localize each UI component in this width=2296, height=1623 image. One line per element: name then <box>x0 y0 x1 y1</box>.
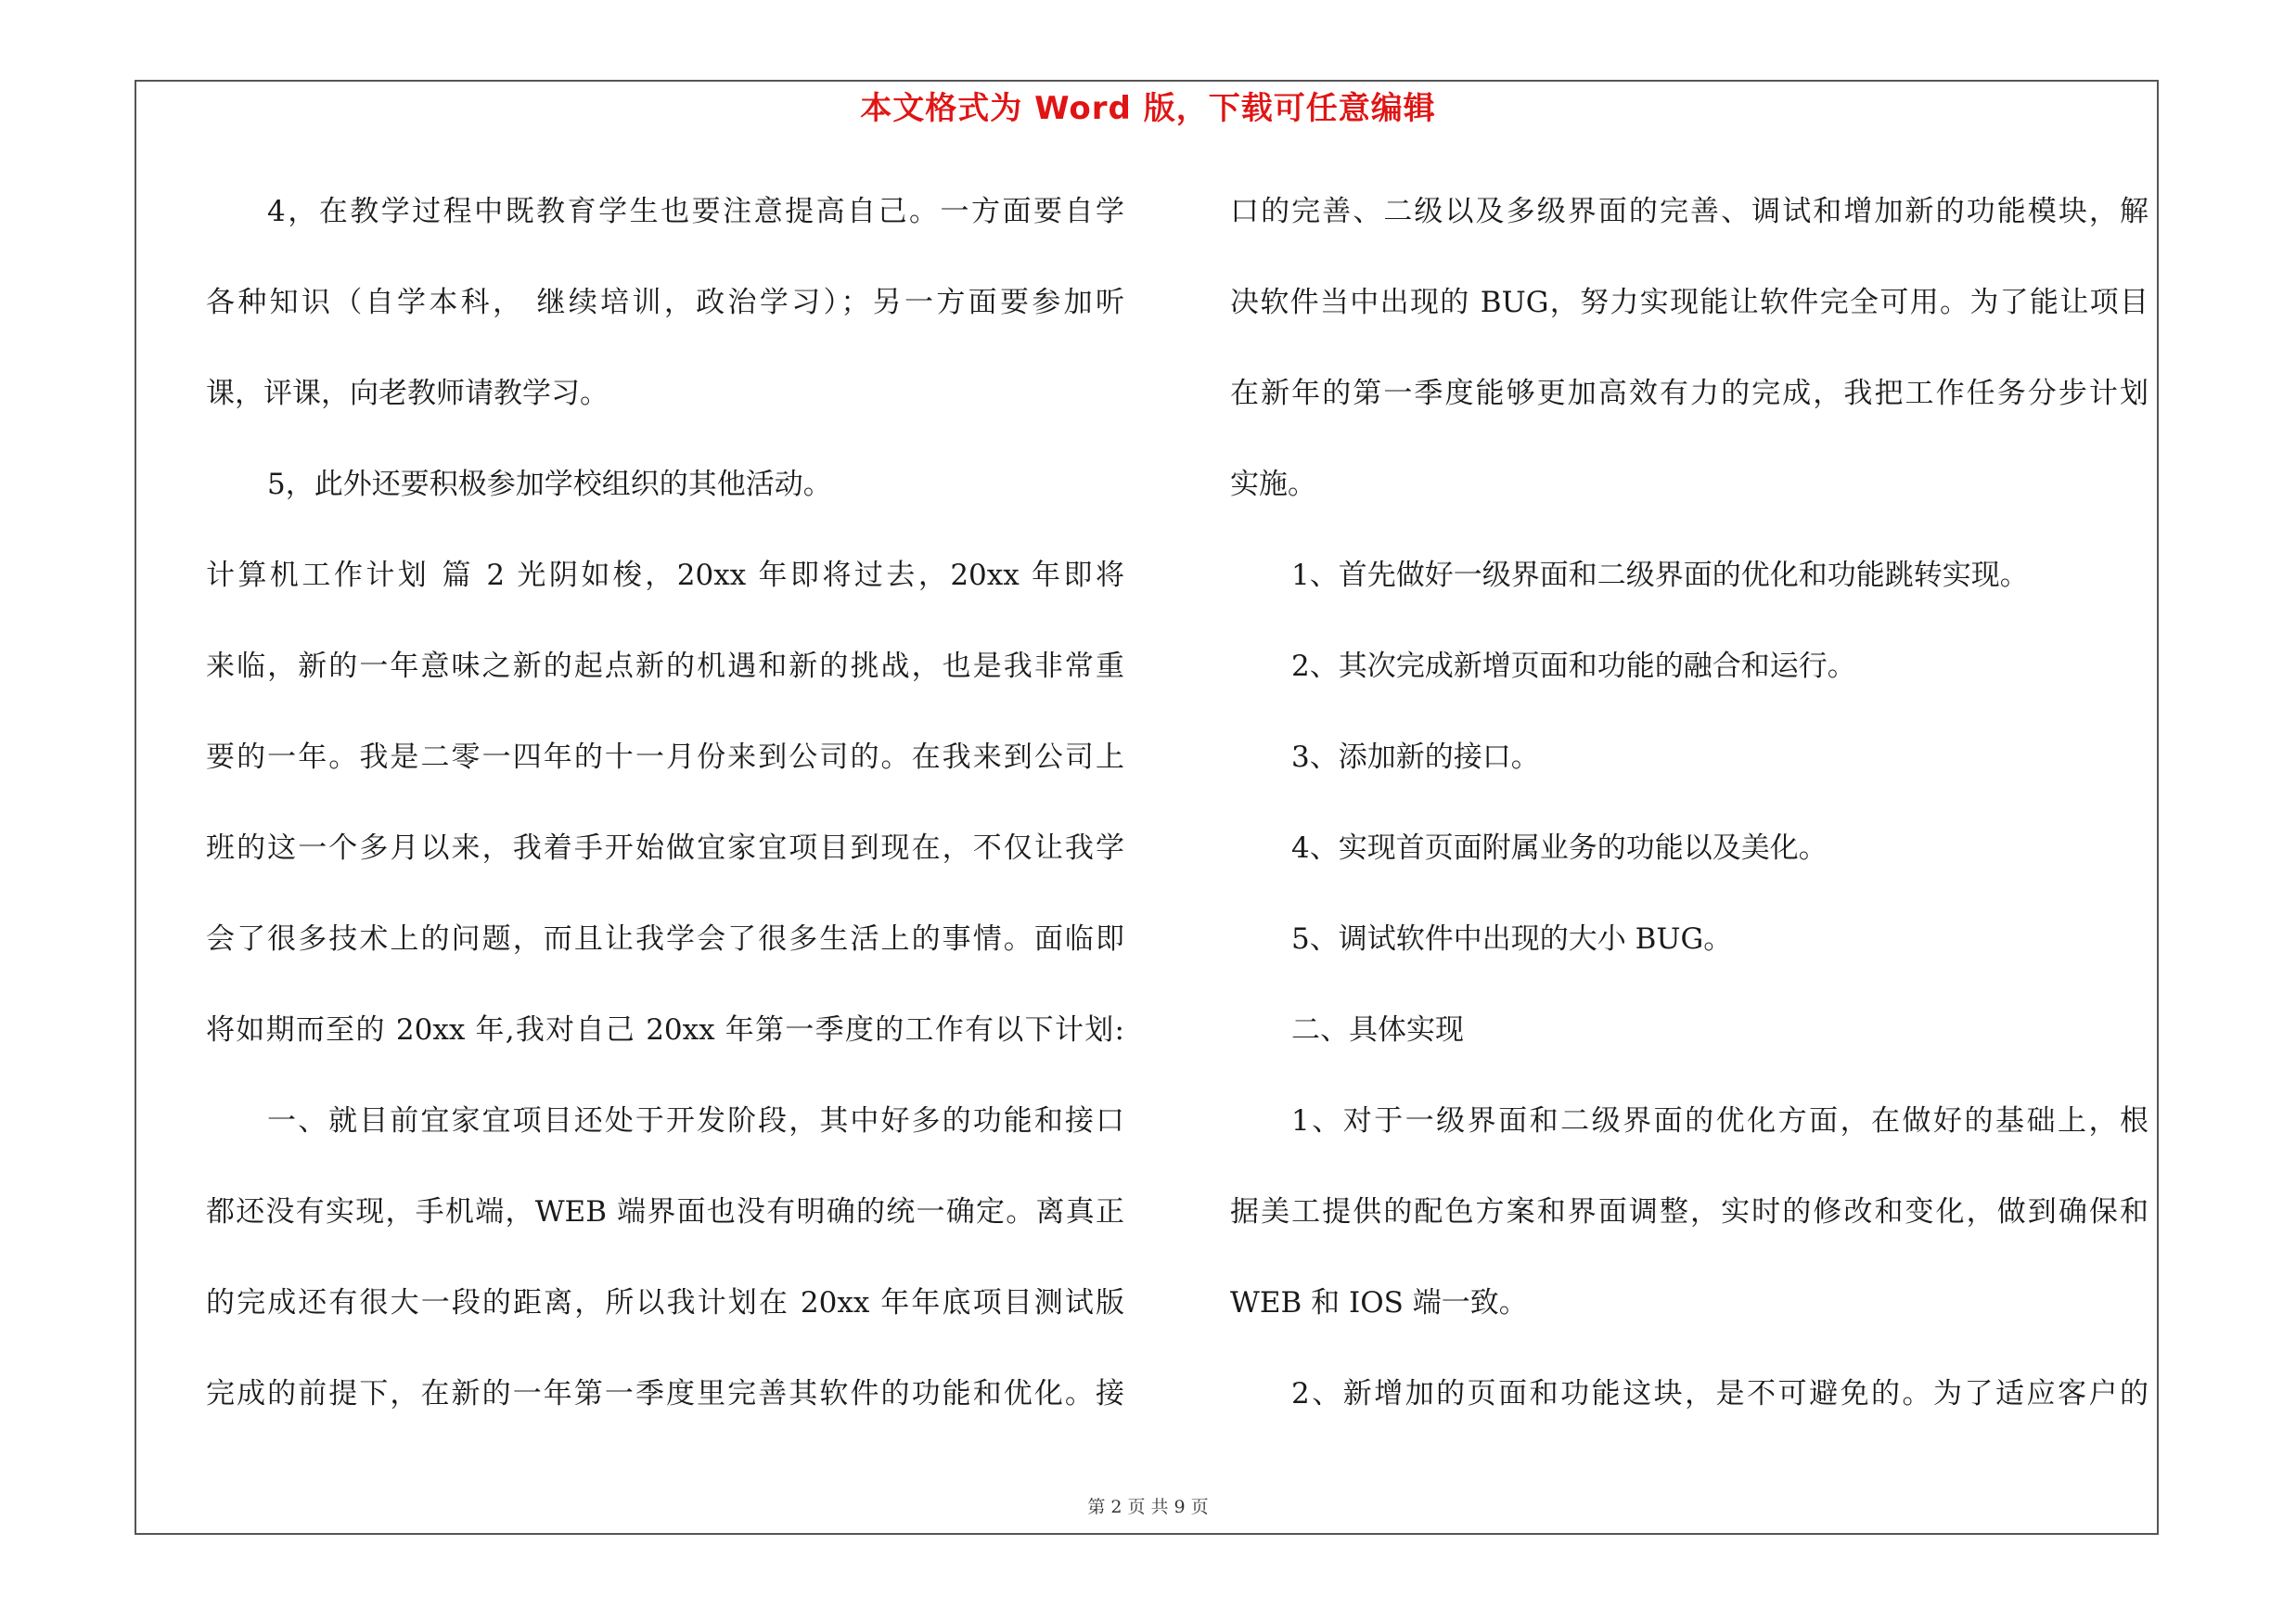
left-paragraph-line: 各种知识（自学本科， 继续培训，政治学习）；另一方面要参加听 <box>206 286 1124 319</box>
right-text-column <box>1230 179 2148 1452</box>
left-paragraph-line: 计算机工作计划 篇 2 光阴如梭，20xx 年即将过去，20xx 年即将 <box>206 559 1124 592</box>
left-paragraph-line: 5，此外还要积极参加学校组织的其他活动。 <box>267 468 832 501</box>
right-paragraph-line: 1、首先做好一级界面和二级界面的优化和功能跳转实现。 <box>1291 559 2029 592</box>
right-paragraph-line: 实施。 <box>1230 468 1316 501</box>
right-paragraph-line: 在新年的第一季度能够更加高效有力的完成，我把工作任务分步计划 <box>1230 377 2148 410</box>
right-paragraph-line: 4、实现首页面附属业务的功能以及美化。 <box>1291 831 1828 865</box>
left-paragraph-line: 会了很多技术上的问题，而且让我学会了很多生活上的事情。面临即 <box>206 922 1124 956</box>
right-paragraph-line: 2、新增加的页面和功能这块，是不可避免的。为了适应客户的 <box>1291 1377 2148 1410</box>
right-paragraph-line: 据美工提供的配色方案和界面调整，实时的修改和变化，做到确保和 <box>1230 1195 2148 1229</box>
left-paragraph-line: 课，评课，向老教师请教学习。 <box>206 377 609 410</box>
right-paragraph-line: WEB 和 IOS 端一致。 <box>1230 1286 1528 1320</box>
left-paragraph-line: 要的一年。我是二零一四年的十一月份来到公司的。在我来到公司上 <box>206 741 1124 774</box>
right-paragraph-line: 口的完善、二级以及多级界面的完善、调试和增加新的功能模块，解 <box>1230 195 2148 228</box>
word-format-banner: 本文格式为 Word 版，下载可任意编辑 <box>860 90 1436 127</box>
left-text-column <box>206 179 1124 1452</box>
right-paragraph-line: 二、具体实现 <box>1291 1013 1464 1047</box>
left-paragraph-line: 的完成还有很大一段的距离，所以我计划在 20xx 年年底项目测试版 <box>206 1286 1124 1320</box>
left-paragraph-line: 来临，新的一年意味之新的起点新的机遇和新的挑战，也是我非常重 <box>206 650 1124 683</box>
left-paragraph-line: 4，在教学过程中既教育学生也要注意提高自己。一方面要自学 <box>267 195 1124 228</box>
right-paragraph-line: 5、调试软件中出现的大小 BUG。 <box>1291 922 1733 956</box>
right-paragraph-line: 决软件当中出现的 BUG，努力实现能让软件完全可用。为了能让项目 <box>1230 286 2148 319</box>
left-paragraph-line: 班的这一个多月以来，我着手开始做宜家宜项目到现在，不仅让我学 <box>206 831 1124 865</box>
left-paragraph-line: 将如期而至的 20xx 年,我对自己 20xx 年第一季度的工作有以下计划: <box>206 1013 1124 1047</box>
left-paragraph-line: 完成的前提下，在新的一年第一季度里完善其软件的功能和优化。接 <box>206 1377 1124 1410</box>
right-paragraph-line: 1、对于一级界面和二级界面的优化方面，在做好的基础上，根 <box>1291 1104 2148 1138</box>
left-paragraph-line: 一、就目前宜家宜项目还处于开发阶段，其中好多的功能和接口 <box>267 1104 1124 1138</box>
right-paragraph-line: 2、其次完成新增页面和功能的融合和运行。 <box>1291 650 1856 683</box>
right-paragraph-line: 3、添加新的接口。 <box>1291 741 1540 774</box>
page-number-footer: 第 2 页 共 9 页 <box>1087 1497 1209 1517</box>
left-paragraph-line: 都还没有实现，手机端，WEB 端界面也没有明确的统一确定。离真正 <box>206 1195 1124 1229</box>
